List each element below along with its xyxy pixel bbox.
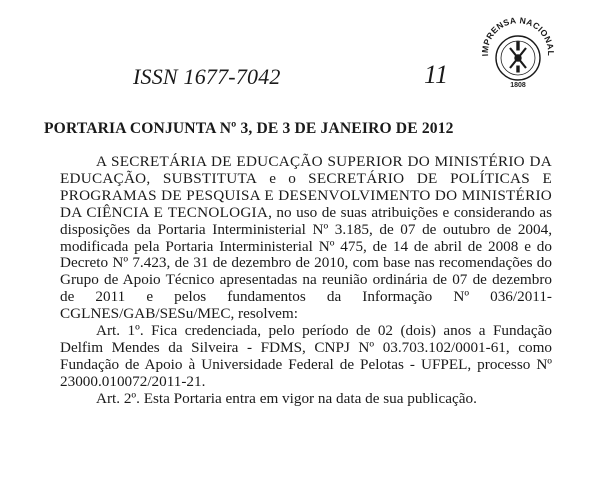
document-title: PORTARIA CONJUNTA Nº 3, DE 3 DE JANEIRO DE 2012 [44,120,454,137]
article-2: Art. 2º. Esta Portaria entra em vigor na data de sua publicação. [96,389,477,407]
svg-text:IMPRENSA NACIONAL: IMPRENSA NACIONAL [479,15,557,57]
preamble-paragraph [60,154,552,323]
document-body [60,154,552,408]
authorities-first: A SECRETÁRIA DE EDUCAÇÃO SUPERIOR DO MINISTÉRIO DA EDUCAÇÃO, SUBSTITUTA [60,153,552,187]
page-number: 11 [424,60,449,89]
preamble-text: , no uso de suas atribuições e considerando as disposições da Portaria Interministerial Nº 3.185, de 07 de outubro de 2004, modificada pela Portaria Interministerial Nº 475, de 14 de abril de 2008 e do Decreto Nº 7.423, de 31 de dezembro de 2010, com base nas recomendações do Grupo de Apoio Técnico apresentadas na reunião ordinária de 07 de dezembro de 2011 e pelos fundamentos da Informação Nº 036/2011-CGLNES/GAB/SESu/MEC, resolvem: [60,203,552,323]
authorities-connector: e o [257,169,309,187]
seal-year: 1808 [510,82,526,89]
article-1: Art. 1º. Fica credenciada, pelo período de 02 (dois) anos a Fundação Delfim Mendes da Silveira - FDMS, CNPJ Nº 03.703.102/0001-61, como Fundação de Apoio à Universidade Federal de Pelotas - UFPEL, processo Nº 23000.010072/2011-21. [60,322,552,390]
imprensa-nacional-seal-icon [476,14,560,98]
authorities-second: SECRETÁRIO DE POLÍTICAS E PROGRAMAS DE PESQUISA E DESENVOLVIMENTO DO MINISTÉRIO DA CIÊNCIA E TECNOLOGIA [60,169,552,221]
issn-label: ISSN 1677-7042 [133,64,281,89]
